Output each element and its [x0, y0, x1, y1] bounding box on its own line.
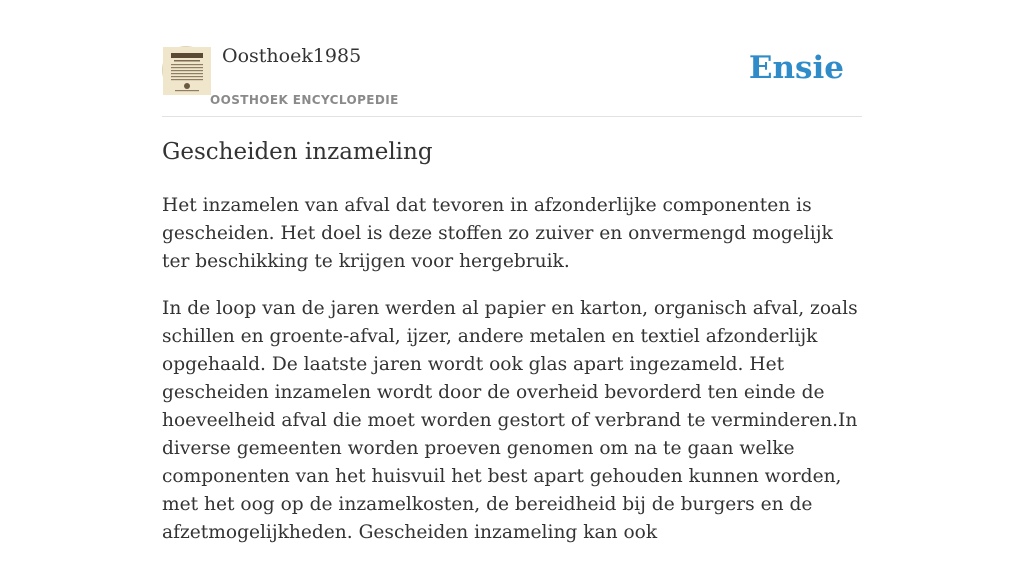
article-body: [162, 192, 862, 566]
article-header: [162, 40, 862, 117]
author-name[interactable]: Oosthoek1985: [222, 45, 362, 67]
article-paragraph: In de loop van de jaren werden al papier en karton, organisch afval, zoals schillen en groente-afval, ijzer, andere metalen en textiel afzonderlijk opgehaald. De laatste jaren wordt ook glas apart ingezameld. Het gescheiden inzamelen wordt door de overheid bevorderd ten einde de hoeveelheid afval die moet worden gestort of verbrand te verminderen.In diverse gemeenten worden proeven genomen om na te gaan welke componenten van het huisvuil het best apart gehouden kunnen worden, met het oog op de inzamelkosten, de bereidheid bij de burgers en de afzetmogelijkheden. Gescheiden inzameling kan ook: [162, 298, 858, 543]
ensie-logo[interactable]: Ensie: [748, 50, 844, 86]
book-cover-avatar-icon: [163, 47, 211, 95]
article-paragraph: Het inzamelen van afval dat tevoren in afzonderlijke componenten is gescheiden. Het doel is deze stoffen zo zuiver en onvermengd mogelijk ter beschikking te krijgen voor hergebruik.: [162, 195, 833, 272]
author-avatar[interactable]: [162, 46, 210, 94]
source-label[interactable]: OOSTHOEK ENCYCLOPEDIE: [210, 93, 399, 107]
article-title: Gescheiden inzameling: [162, 139, 433, 165]
